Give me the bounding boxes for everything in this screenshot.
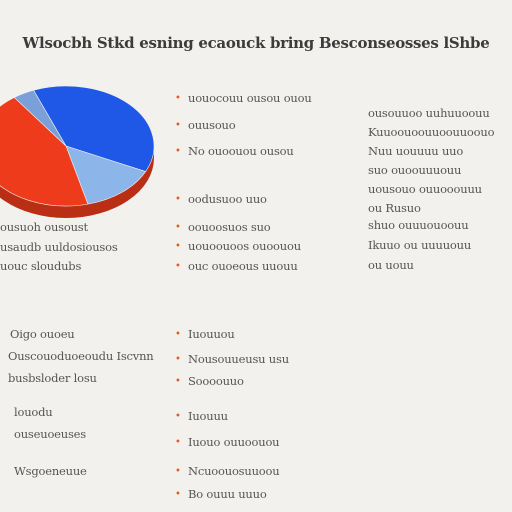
left-label: usaudb uuldosiousos (0, 240, 118, 254)
legend-item: Iuouuu (188, 409, 228, 423)
bullet-icon: • (175, 437, 181, 448)
left-label: ouseuoeuses (14, 427, 86, 441)
paragraph-line: ou Rusuo (368, 201, 421, 215)
left-label: Wsgoeneuue (14, 464, 87, 478)
left-label: busbsloder losu (8, 371, 97, 385)
legend-item: Iuouuou (188, 327, 235, 341)
paragraph-line: suo ouoouuuouu (368, 163, 462, 177)
legend-item: Bo ouuu uuuo (188, 487, 267, 501)
bullet-icon: • (175, 329, 181, 340)
legend-item: Nousouueusu usu (188, 352, 289, 366)
paragraph-line: Nuu uouuuu uuo (368, 144, 464, 158)
left-label: uouc sloudubs (0, 259, 82, 273)
bullet-icon: • (175, 466, 181, 477)
bullet-icon: • (175, 411, 181, 422)
bullet-icon: • (175, 146, 181, 157)
legend-item: oodusuoo uuo (188, 192, 267, 206)
legend-item: Soooouuo (188, 374, 244, 388)
left-label: Ouscouoduoeoudu Iscvnn (8, 349, 154, 363)
bullet-icon: • (175, 222, 181, 233)
bullet-icon: • (175, 489, 181, 500)
paragraph-line: Kuuoouoouuoouuoouo (368, 125, 495, 139)
paragraph-line: ousouuoo uuhuuoouu (368, 106, 490, 120)
legend-item: uouoouoos ouoouou (188, 239, 301, 253)
bullet-icon: • (175, 194, 181, 205)
paragraph-line: ou uouu (368, 258, 414, 272)
bullet-icon: • (175, 261, 181, 272)
bullet-icon: • (175, 241, 181, 252)
legend-item: ouusouo (188, 118, 236, 132)
paragraph-line: Ikuuo ou uuuuouu (368, 238, 472, 252)
bullet-icon: • (175, 93, 181, 104)
bullet-icon: • (175, 120, 181, 131)
paragraph-line: shuo ouuuouoouu (368, 218, 469, 232)
bullet-icon: • (175, 376, 181, 387)
legend-item: Iuouo ouuoouou (188, 435, 280, 449)
legend-item: No ouoouou ousou (188, 144, 294, 158)
pie-chart (0, 82, 170, 222)
chart-title: Wlsocbh Stkd esning ecaouck bring Besconseosses lShbe (22, 34, 490, 52)
legend-item: ouc ouoeous uuouu (188, 259, 298, 273)
bullet-icon: • (175, 354, 181, 365)
legend-item: uouocouu ousou ouou (188, 91, 312, 105)
left-label: ousuoh ousoust (0, 220, 88, 234)
legend-item: oouoosuos suo (188, 220, 271, 234)
left-label: Oigo ouoeu (10, 327, 75, 341)
paragraph-line: uousouo ouuooouuu (368, 182, 482, 196)
legend-item: Ncuoouosuuoou (188, 464, 280, 478)
left-label: louodu (14, 405, 53, 419)
